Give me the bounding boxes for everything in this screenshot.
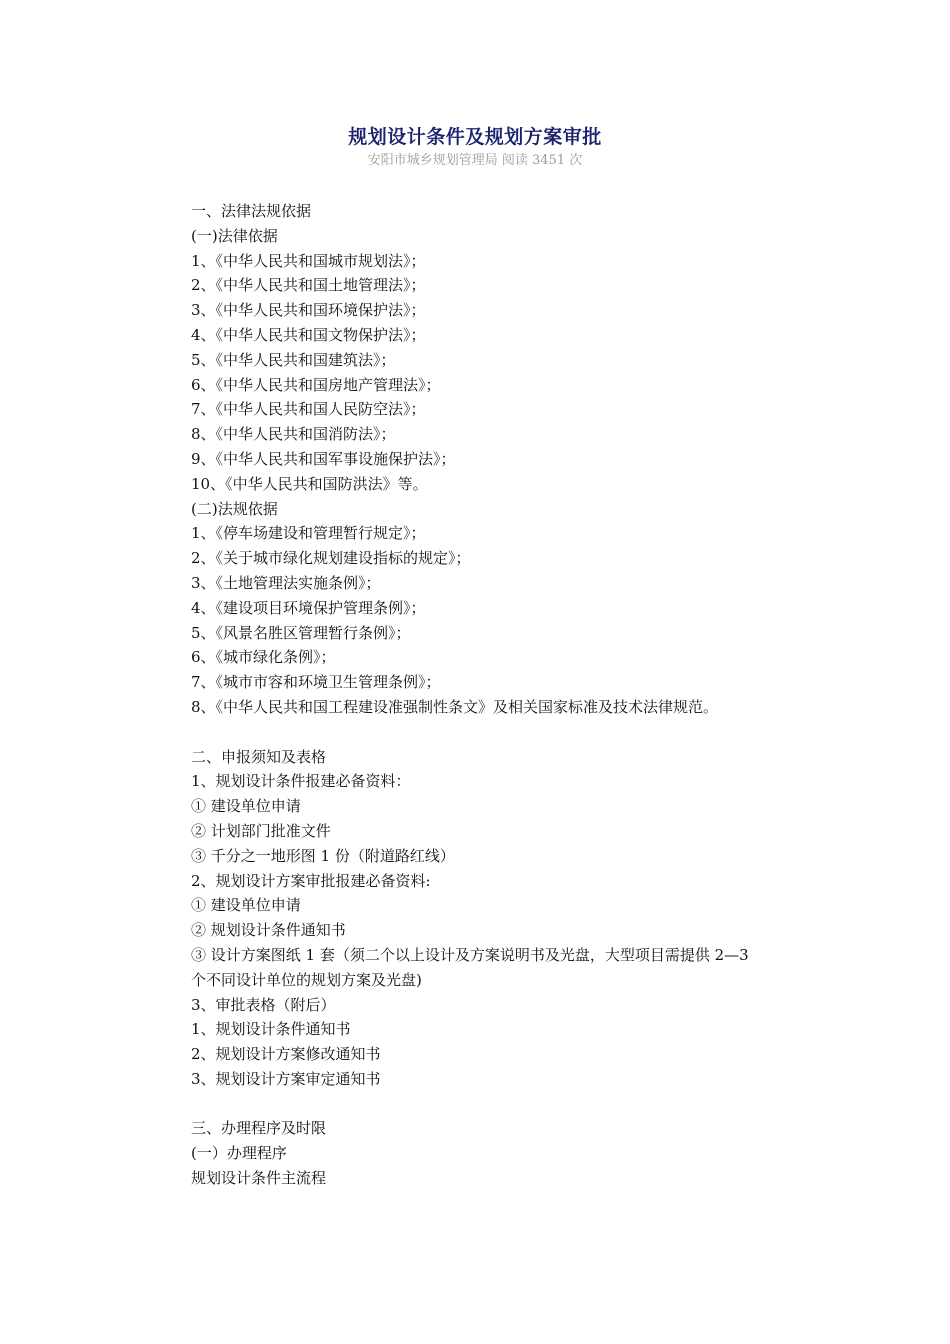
- document-subtitle: 安阳市城乡规划管理局 阅读 3451 次: [367, 153, 583, 168]
- section-heading: 一、法律法规依据: [191, 202, 312, 220]
- list-item: 1、《中华人民共和国城市规划法》；: [191, 251, 426, 270]
- law-list: [191, 249, 763, 497]
- list-item: 1、规划设计条件通知书: [191, 1020, 351, 1039]
- list-item: ① 建设单位申请: [191, 896, 301, 915]
- section-heading: 三、办理程序及时限: [191, 1119, 327, 1138]
- list-item: 4、《建设项目环境保护管理条例》；: [191, 598, 426, 617]
- list-item: ② 计划部门批准文件: [191, 821, 331, 840]
- list-item: 8、《中华人民共和国工程建设准强制性条文》及相关国家标准及技术法律规范。: [191, 697, 719, 716]
- list-item: 2、《中华人民共和国土地管理法》；: [191, 276, 426, 295]
- list-item: 10、《中华人民共和国防洪法》等。: [191, 474, 428, 493]
- subsection-heading: (一)法律依据: [191, 226, 278, 245]
- paragraph-gap: [191, 1092, 763, 1117]
- list-item: ③ 设计方案图纸 1 套（须二个以上设计及方案说明书及光盘，大型项目需提供 2—3 个不同设计单位的规划方案及光盘): [191, 945, 749, 989]
- list-item: 3、《土地管理法实施条例》；: [191, 573, 381, 592]
- list-item: 1、《停车场建设和管理暂行规定》；: [191, 524, 426, 543]
- subsection-heading: (一）办理程序: [191, 1144, 287, 1163]
- list-item: 8、《中华人民共和国消防法》；: [191, 425, 396, 444]
- list-item: 2、《关于城市绿化规划建设指标的规定》；: [191, 549, 471, 568]
- list-item: 3、规划设计方案审定通知书: [191, 1069, 381, 1088]
- regulation-list: [191, 521, 763, 719]
- list-item: 7、《城市市容和环境卫生管理条例》；: [191, 673, 441, 692]
- flow-title: 规划设计条件主流程: [191, 1169, 327, 1188]
- list-item: 2、规划设计方案修改通知书: [191, 1045, 381, 1064]
- list-item: 2、规划设计方案审批报建必备资料:: [191, 871, 431, 890]
- list-item: 1、规划设计条件报建必备资料：: [191, 772, 411, 791]
- list-item: 4、《中华人民共和国文物保护法》；: [191, 325, 426, 344]
- list-item: 5、《风景名胜区管理暂行条例》；: [191, 623, 411, 642]
- list-item: 6、《城市绿化条例》；: [191, 648, 336, 667]
- paragraph-gap: [191, 720, 763, 745]
- list-item: 3、审批表格（附后）: [191, 995, 336, 1014]
- list-item: ① 建设单位申请: [191, 797, 301, 816]
- list-item: 3、《中华人民共和国环境保护法》；: [191, 301, 426, 320]
- list-item: ③ 千分之一地形图 1 份（附道路红线）: [191, 846, 455, 865]
- list-item: 9、《中华人民共和国军事设施保护法》；: [191, 449, 456, 468]
- list-item: 6、《中华人民共和国房地产管理法》；: [191, 375, 441, 394]
- document-body: [191, 199, 763, 1191]
- subsection-heading: (二)法规依据: [191, 499, 278, 518]
- section-heading: 二、申报须知及表格: [191, 747, 327, 766]
- list-item: ② 规划设计条件通知书: [191, 921, 346, 940]
- list-item: 7、《中华人民共和国人民防空法》；: [191, 400, 426, 419]
- document-title: 规划设计条件及规划方案审批: [348, 126, 602, 148]
- list-item: 5、《中华人民共和国建筑法》；: [191, 350, 396, 369]
